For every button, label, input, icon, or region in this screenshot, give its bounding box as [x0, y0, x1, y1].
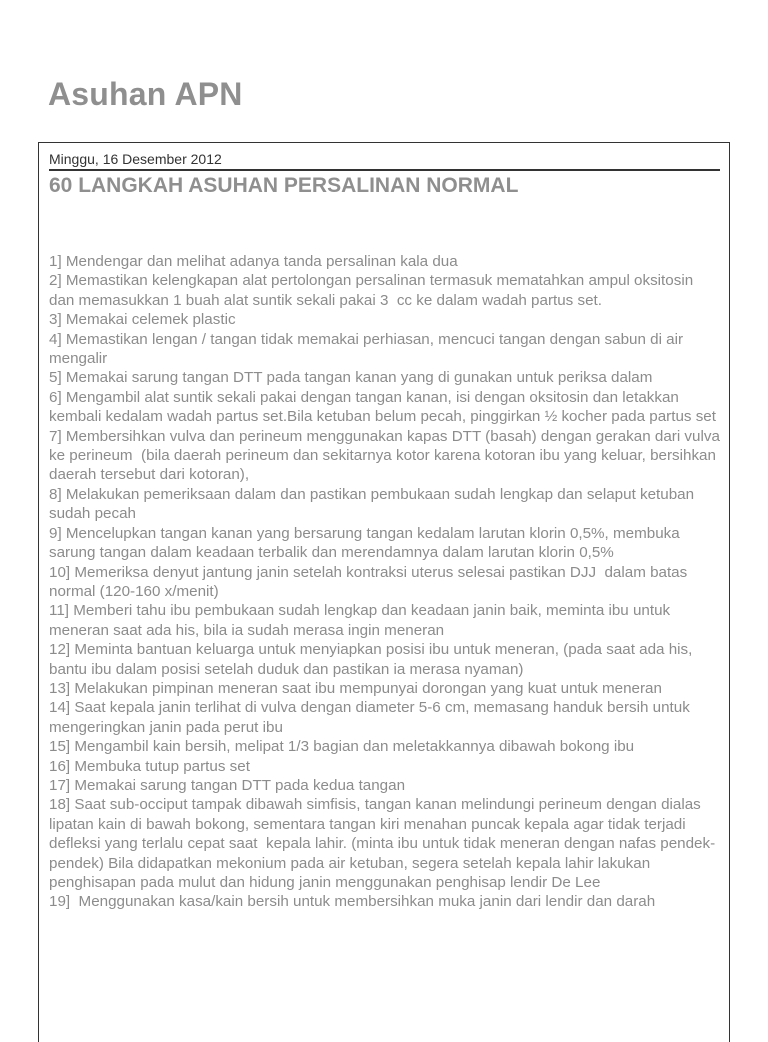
- step-item: 1] Mendengar dan melihat adanya tanda persalinan kala dua: [49, 253, 458, 270]
- step-item: 10] Memeriksa denyut jantung janin setelah kontraksi uterus selesai pastikan DJJ dalam batas normal (120-160 x/menit): [49, 563, 692, 600]
- step-item: 14] Saat kepala janin terlihat di vulva dengan diameter 5-6 cm, memasang handuk bersih untuk mengeringkan janin pada perut ibu: [49, 699, 695, 736]
- step-item: 13] Melakukan pimpinan meneran saat ibu mempunyai dorongan yang kuat untuk meneran: [49, 679, 662, 697]
- post-body: [49, 252, 725, 912]
- step-item: 19] Menggunakan kasa/kain bersih untuk membersihkan muka janin dari lendir dan darah: [49, 893, 656, 911]
- step-item: 17] Memakai sarung tangan DTT pada kedua tangan: [49, 776, 406, 794]
- post-title[interactable]: 60 LANGKAH ASUHAN PERSALINAN NORMAL: [49, 174, 519, 197]
- blog-title[interactable]: Asuhan APN: [48, 76, 243, 112]
- step-item: 6] Mengambil alat suntik sekali pakai dengan tangan kanan, isi dengan oksitosin dan letakkan kembali kedalam wadah partus set.Bila ketuban belum pecah, pinggirkan ½ kocher pada partus set: [49, 388, 716, 426]
- step-item: 9] Mencelupkan tangan kanan yang bersarung tangan kedalam larutan klorin 0,5%, membuka sarung tangan dalam keadaan terbalik dan merendamnya dalam larutan klorin 0,5%: [49, 524, 684, 562]
- step-item: 3] Memakai celemek plastic: [49, 311, 236, 329]
- step-item: 2] Memastikan kelengkapan alat pertolongan persalinan termasuk mematahkan ampul oksitosin dan memasukkan 1 buah alat suntik sekali pakai 3 cc ke dalam wadah partus set.: [49, 272, 698, 309]
- step-item: 4] Memastikan lengan / tangan tidak memakai perhiasan, mencuci tangan dengan sabun di air mengalir: [49, 330, 688, 368]
- step-item: 16] Membuka tutup partus set: [49, 757, 250, 775]
- step-item: 7] Membersihkan vulva dan perineum menggunakan kapas DTT (basah) dengan gerakan dari vulva ke perineum (bila daerah perineum dan sekitarnya kotor karena kotoran ibu yang keluar, bersihkan daerah tersebut dari kotoran),: [49, 427, 725, 484]
- post-date: Minggu, 16 Desember 2012: [49, 151, 720, 171]
- step-item: 5] Memakai sarung tangan DTT pada tangan kanan yang di gunakan untuk periksa dalam: [49, 369, 653, 387]
- post-container: [38, 142, 730, 1042]
- step-item: 18] Saat sub-occiput tampak dibawah simfisis, tangan kanan melindungi perineum dengan dialas lipatan kain di bawah bokong, sementara tangan kiri menahan puncak kepala agar tidak terjadi defleksi yang terlalu cepat saat kepala lahir. (minta ibu untuk tidak meneran dengan nafas pendek-pendek) Bila didapatkan mekonium pada air ketuban, segera setelah kepala lahir lakukan penghisapan pada mulut dan hidung janin menggunakan penghisap lendir De Lee: [49, 796, 716, 891]
- step-item: 8] Melakukan pemeriksaan dalam dan pastikan pembukaan sudah lengkap dan selaput ketuban sudah pecah: [49, 485, 699, 523]
- step-item: 12] Meminta bantuan keluarga untuk menyiapkan posisi ibu untuk meneran, (pada saat ada his, bantu ibu dalam posisi setelah duduk dan pastikan ia merasa nyaman): [49, 641, 697, 678]
- step-item: 11] Memberi tahu ibu pembukaan sudah lengkap dan keadaan janin baik, meminta ibu untuk meneran saat ada his, bila ia sudah merasa ingin meneran: [49, 602, 675, 639]
- step-item: 15] Mengambil kain bersih, melipat 1/3 bagian dan meletakkannya dibawah bokong ibu: [49, 738, 635, 756]
